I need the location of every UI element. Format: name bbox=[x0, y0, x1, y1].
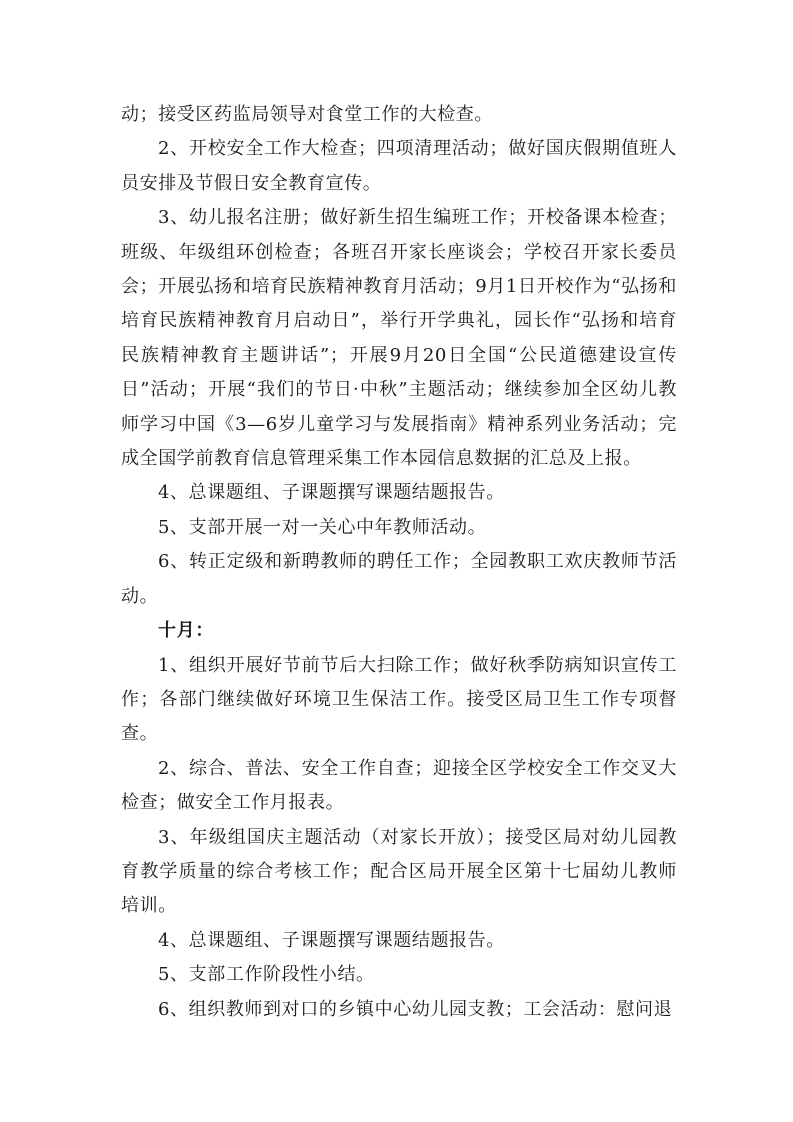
list-item-national-day: 3、年级组国庆主题活动（对家长开放）；接受区局对幼儿园教育教学质量的综合考核工作；配合区局开展全区第十七届幼儿教师培训。 bbox=[121, 826, 677, 917]
paragraph-continuation: 动；接受区药监局领导对食堂工作的大检查。 bbox=[121, 104, 493, 125]
document-body bbox=[121, 98, 677, 1027]
list-item-research-report: 4、总课题组、子课题撰写课题结题报告。 bbox=[158, 482, 505, 504]
section-heading-october: 十月： bbox=[158, 620, 214, 642]
list-item-teacher-hiring: 6、转正定级和新聘教师的聘任工作；全园教职工欢庆教师节活动。 bbox=[121, 551, 677, 607]
list-item-self-inspection: 2、综合、普法、安全工作自查；迎接全区学校安全工作交叉大检查；做安全工作月报表。 bbox=[121, 757, 677, 814]
list-item-cleaning: 1、组织开展好节前节后大扫除工作；做好秋季防病知识宣传工作；各部门继续做好环境卫生保洁工作。接受区局卫生工作专项督查。 bbox=[121, 654, 677, 745]
list-item-party-summary: 5、支部工作阶段性小结。 bbox=[158, 964, 375, 986]
list-item-support-teaching: 6、组织教师到对口的乡镇中心幼儿园支教；工会活动：慰问退 bbox=[158, 998, 673, 1020]
list-item-enrollment: 3、幼儿报名注册；做好新生招生编班工作；开校备课本检查；班级、年级组环创检查；各班召开家长座谈会；学校召开家长委员会；开展弘扬和培育民族精神教育月活动；9月1日开校作为“弘扬和培育民族精神教育月启动日”，举行开学典礼，园长作“弘扬和培育民族精神教育主题讲话”；开展9月20日全国“公民道德建设宣传日”活动；开展“我们的节日·中秋”主题活动；继续参加全区幼儿教师学习中国《3—6岁儿童学习与发展指南》精神系列业务活动；完成全国学前教育信息管理采集工作本园信息数据的汇总及上报。 bbox=[121, 207, 677, 470]
list-item-research-report-oct: 4、总课题组、子课题撰写课题结题报告。 bbox=[158, 929, 505, 951]
list-item-safety-check: 2、开校安全工作大检查；四项清理活动；做好国庆假期值班人员安排及节假日安全教育宣传。 bbox=[121, 138, 677, 194]
list-item-mentoring: 5、支部开展一对一关心中年教师活动。 bbox=[158, 516, 487, 538]
